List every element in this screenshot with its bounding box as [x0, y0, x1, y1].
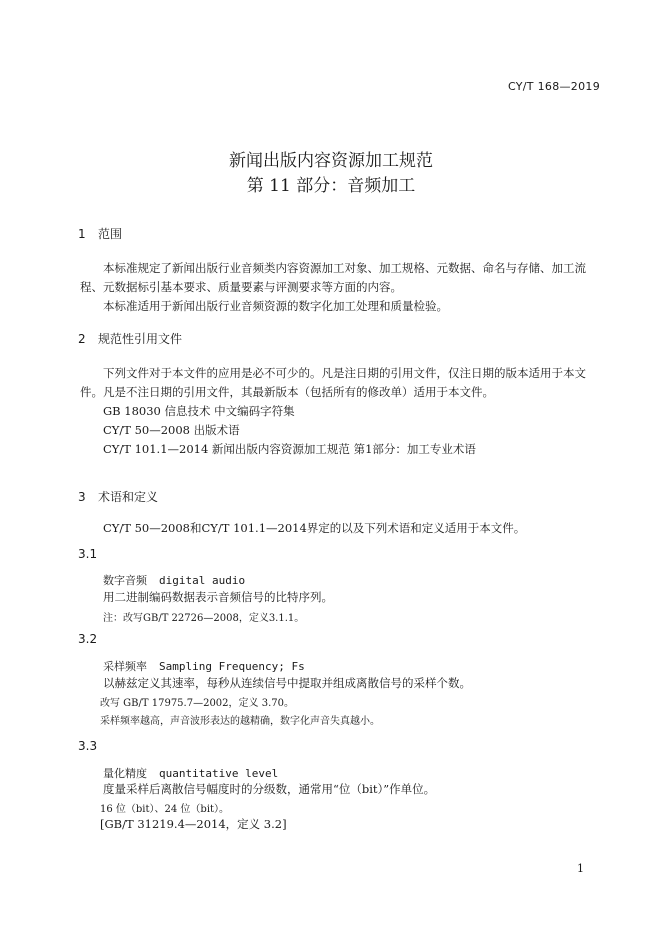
section-number: 1 — [78, 227, 86, 241]
section-title: 范围 — [98, 227, 123, 241]
terms-intro-paragraph: CY/T 50—2008和CY/T 101.1—2014界定的以及下列术语和定义适用于本文件。 — [103, 521, 526, 535]
reference-item: CY/T 50—2008 出版术语 — [103, 423, 240, 437]
term-source: [GB/T 31219.4—2014，定义 3.2] — [100, 817, 287, 831]
section-heading-references — [78, 330, 182, 347]
term-zh: 采样频率 — [103, 660, 147, 673]
term-zh: 数字音频 — [103, 574, 147, 587]
term-definition: 度量采样后离散信号幅度时的分级数，通常用“位（bit）”作单位。 — [103, 782, 436, 796]
term-heading — [103, 658, 305, 674]
reference-item: CY/T 101.1—2014 新闻出版内容资源加工规范 第1部分：加工专业术语 — [103, 442, 476, 456]
term-en: Sampling Frequency; Fs — [159, 660, 305, 673]
term-number: 3.2 — [78, 632, 98, 646]
page-number: 1 — [577, 862, 584, 875]
section-title: 术语和定义 — [98, 490, 159, 504]
term-note: 注：改写GB/T 22726—2008，定义3.1.1。 — [103, 613, 305, 624]
term-note: 16 位（bit）、24 位（bit）。 — [100, 804, 230, 815]
section-title: 规范性引用文件 — [98, 332, 183, 346]
term-note: 采样频率越高，声音波形表达的越精确，数字化声音失真越小。 — [100, 716, 380, 727]
document-code: CY/T 168—2019 — [507, 80, 600, 93]
references-paragraph: 下列文件对于本文件的应用是必不可少的。凡是注日期的引用文件，仅注日期的版本适用于本文件。凡是不注日期的引用文件，其最新版本（包括所有的修改单）适用于本文件。 — [80, 366, 586, 399]
term-definition: 用二进制编码数据表示音频信号的比特序列。 — [103, 590, 333, 604]
document-title: 新闻出版内容资源加工规范 — [229, 151, 433, 171]
reference-item: GB 18030 信息技术 中文编码字符集 — [103, 404, 295, 418]
term-note: 改写 GB/T 17975.7—2002，定义 3.70。 — [100, 698, 294, 709]
scope-paragraph-1: 本标准规定了新闻出版行业音频类内容资源加工对象、加工规格、元数据、命名与存储、加工流程、元数据标引基本要求、质量要素与评测要求等方面的内容。 — [80, 261, 586, 294]
term-zh: 量化精度 — [103, 767, 147, 780]
section-heading-scope — [78, 225, 122, 242]
term-en: quantitative level — [159, 767, 279, 780]
term-definition: 以赫兹定义其速率，每秒从连续信号中提取并组成离散信号的采样个数。 — [103, 676, 471, 690]
term-en: digital audio — [159, 574, 246, 587]
term-number: 3.1 — [78, 547, 98, 561]
scope-paragraph-2: 本标准适用于新闻出版行业音频资源的数字化加工处理和质量检验。 — [103, 299, 448, 313]
section-heading-terms — [78, 488, 158, 505]
term-heading — [103, 765, 278, 781]
section-number: 3 — [78, 490, 86, 504]
term-number: 3.3 — [78, 739, 98, 753]
section-number: 2 — [78, 332, 86, 346]
term-heading — [103, 572, 245, 588]
document-subtitle: 第 11 部分：音频加工 — [246, 176, 416, 196]
